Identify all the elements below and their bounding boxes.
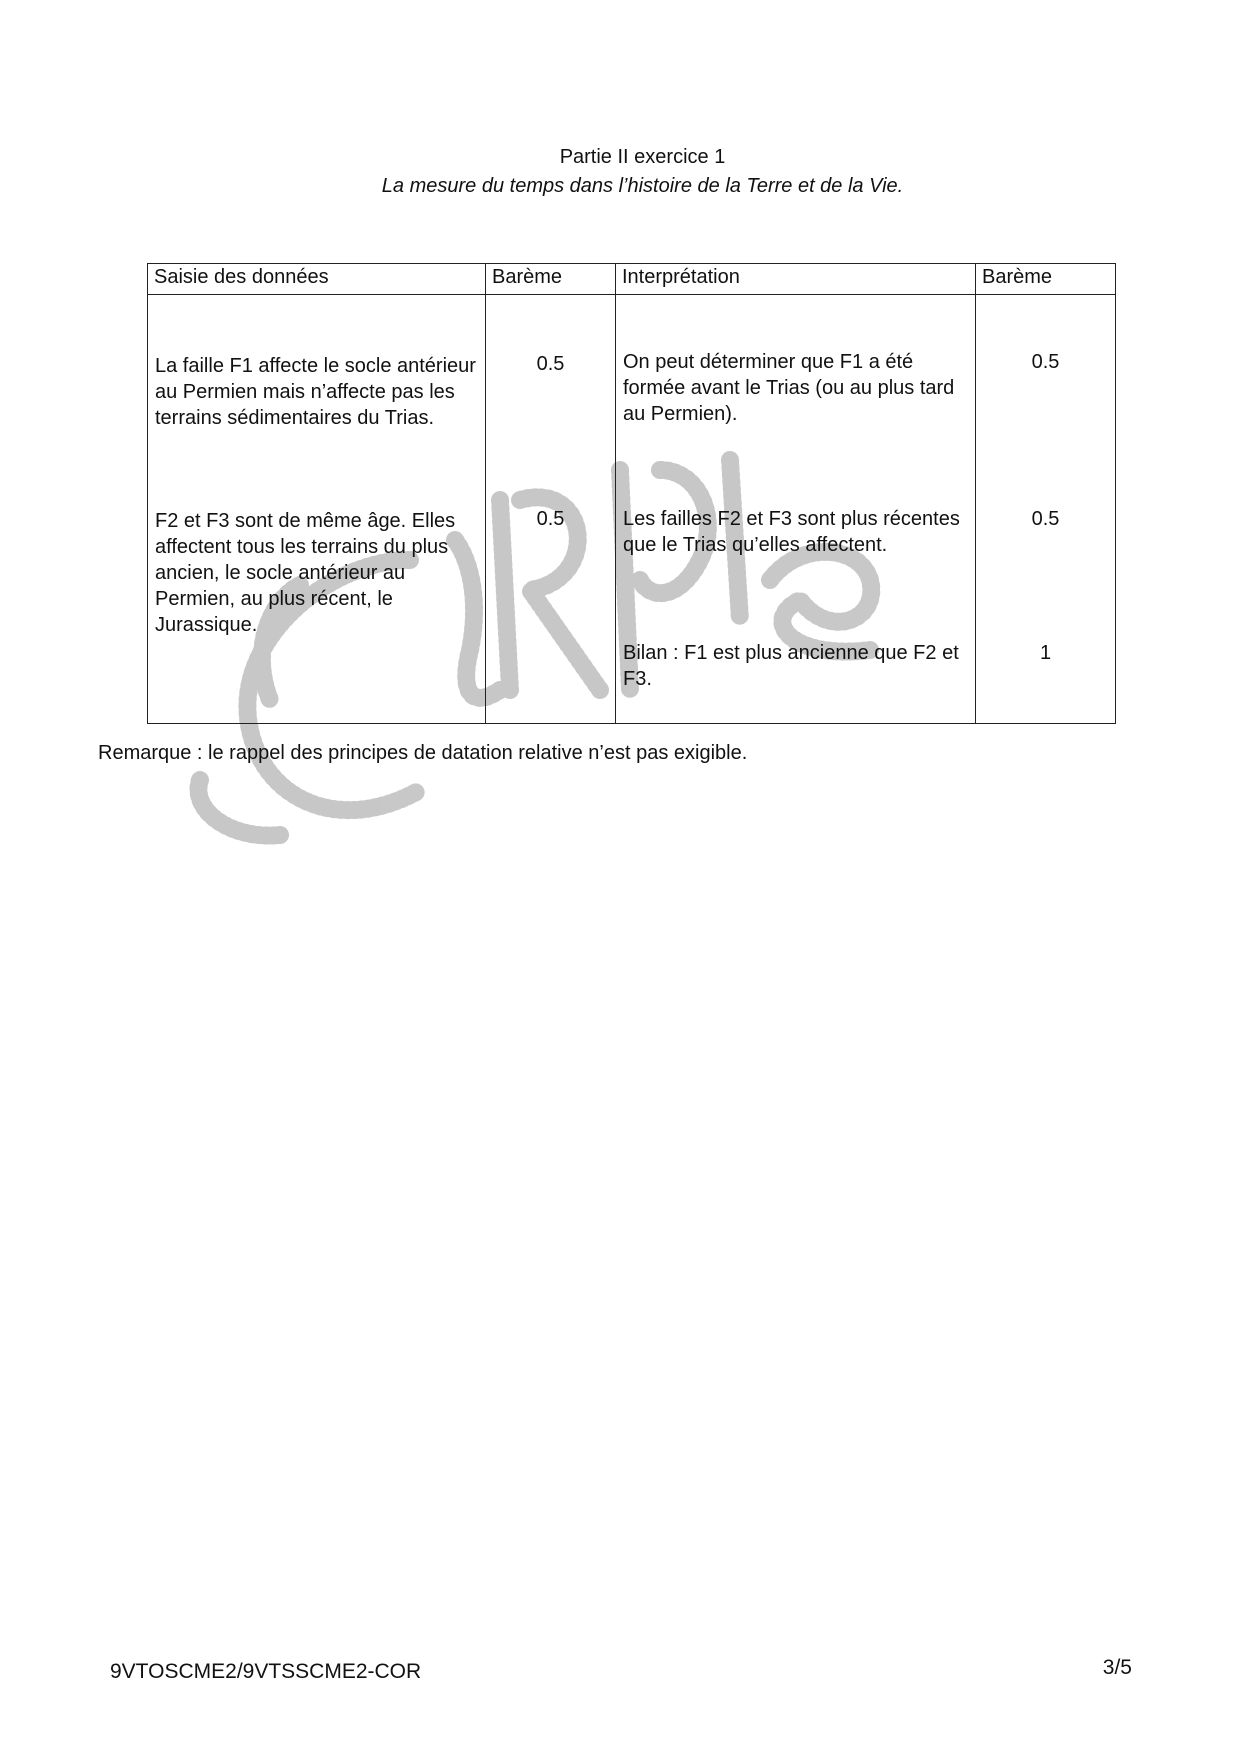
table-row (148, 295, 1116, 485)
column-header-bareme: Barème (486, 264, 616, 295)
table-header-row (148, 264, 1116, 295)
interpretation-cell: Les failles F2 et F3 sont plus récentes que le Trias qu’elles affectent. (623, 508, 960, 556)
header (0, 146, 1240, 198)
column-header-bareme: Barème (976, 264, 1116, 295)
column-header-saisie: Saisie des données (148, 264, 486, 295)
page-number: 3/5 (1102, 1656, 1132, 1679)
document-code: 9VTOSCME2/9VTSSCME2-COR (110, 1660, 422, 1683)
column-header-interpretation: Interprétation (616, 264, 976, 295)
bareme-cell: 0.5 (536, 353, 565, 375)
saisie-cell: F2 et F3 sont de même âge. Elles affectent tous les terrains du plus ancien, le socle antérieur au Permien, au plus récent, le Jurassique. (155, 510, 456, 636)
interpretation-cell: Bilan : F1 est plus ancienne que F2 et F3. (623, 642, 959, 690)
table-row (148, 484, 1116, 639)
remark-text: Remarque : le rappel des principes de datation relative n’est pas exigible. (98, 742, 748, 764)
bareme-cell: 1 (1039, 642, 1052, 664)
bareme-cell: 0.5 (1031, 508, 1060, 530)
part-label: Partie II exercice 1 (559, 146, 726, 168)
grading-table (147, 263, 1116, 724)
interpretation-cell: On peut déterminer que F1 a été formée avant le Trias (ou au plus tard au Permien). (623, 351, 955, 425)
table-row (148, 639, 1116, 724)
saisie-cell: La faille F1 affecte le socle antérieur au Permien mais n’affecte pas les terrains sédimentaires du Trias. (155, 355, 476, 429)
bareme-cell: 0.5 (536, 508, 565, 530)
exercise-subtitle: La mesure du temps dans l’histoire de la Terre et de la Vie. (381, 175, 904, 197)
bareme-cell: 0.5 (1031, 351, 1060, 373)
